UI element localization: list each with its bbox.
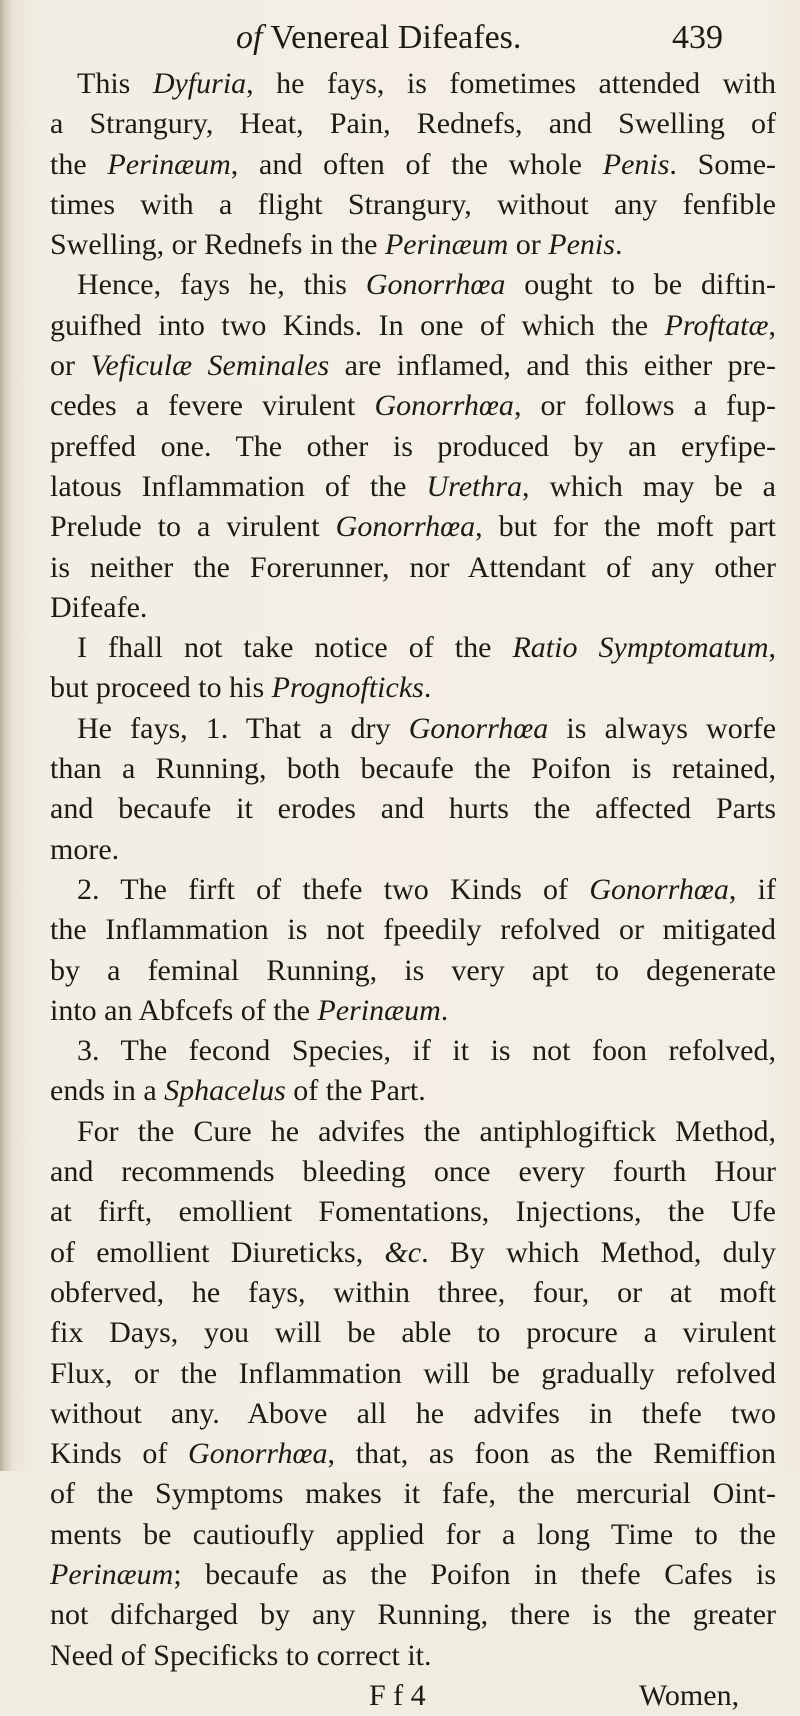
italic-term: Gonorrhœa — [335, 510, 476, 544]
text-line — [50, 668, 776, 708]
text-run: guifhed into two Kinds. In one of which the — [50, 308, 665, 342]
body-text — [50, 64, 776, 1716]
running-title: Venereal Difeafes. — [270, 19, 522, 56]
text-run: without any. Above all he advifes in thefe two — [50, 1396, 776, 1430]
text-line — [50, 951, 776, 991]
text-line — [50, 1152, 776, 1192]
text-run: is always worfe — [548, 711, 777, 745]
italic-term: &c — [384, 1235, 422, 1269]
italic-term: Veficulæ Seminales — [90, 349, 330, 383]
text-run: and becaufe it erodes and hurts the affected Parts — [50, 792, 776, 826]
italic-term: Perinæum — [107, 147, 231, 181]
text-run: . — [614, 228, 623, 262]
text-run: Need of Specificks to correct it. — [50, 1638, 432, 1672]
page-gutter-shadow — [0, 0, 12, 1471]
italic-term: Perinæum — [384, 228, 509, 262]
text-run: of emollient Diureticks, — [50, 1235, 385, 1269]
text-run: than a Running, both becaufe the Poifon is retained, — [50, 752, 776, 786]
text-line — [50, 346, 776, 386]
text-run: of the Part. — [285, 1074, 426, 1108]
text-run: 2. The firft of thefe two Kinds of — [77, 872, 590, 906]
text-line — [50, 749, 776, 789]
text-line — [50, 1031, 776, 1071]
text-line — [50, 588, 776, 628]
text-line — [50, 1112, 776, 1152]
text-run: 3. The fecond Species, if it is not foon refolved, — [77, 1034, 776, 1068]
text-line — [50, 1434, 776, 1474]
text-run: the Inflammation is not fpeedily refolved or mitigated — [50, 913, 776, 947]
text-run: , he fays, is fometimes attended with — [246, 67, 776, 100]
text-line — [50, 64, 776, 104]
text-run: not difcharged by any Running, there is the greater — [50, 1598, 776, 1632]
text-line — [50, 265, 776, 305]
text-run: , — [768, 631, 776, 665]
text-line — [50, 185, 776, 225]
text-line — [50, 709, 776, 749]
italic-term: Prognofticks — [271, 671, 424, 705]
text-run: For the Cure he advifes the antiphlogiftick Method, — [77, 1114, 776, 1148]
text-line — [50, 1394, 776, 1434]
text-line — [50, 1595, 776, 1635]
text-line — [50, 628, 776, 668]
text-run: more. — [50, 832, 120, 866]
italic-term: Perinæum — [317, 993, 441, 1027]
text-run: and recommends bleeding once every fourth Hour — [50, 1155, 776, 1189]
text-line — [50, 467, 776, 507]
text-run: , if — [728, 872, 776, 906]
italic-term: Perinæum — [50, 1557, 174, 1591]
text-line — [50, 1071, 776, 1111]
text-line — [50, 1313, 776, 1353]
text-run: the — [50, 147, 108, 181]
text-run: , and often of the whole — [230, 147, 603, 181]
text-run: or — [50, 349, 91, 383]
text-run: , or follows a fup- — [513, 389, 776, 423]
text-run: . Some- — [669, 147, 776, 181]
text-line — [50, 1515, 776, 1555]
text-line — [50, 306, 776, 346]
text-run: by a feminal Running, is very apt to degenerate — [50, 953, 776, 987]
text-line — [50, 1555, 776, 1595]
text-line — [50, 910, 776, 950]
text-run: is neither the Forerunner, nor Attendant of any other — [50, 550, 776, 584]
text-run: , that, as foon as the Remiffion — [327, 1437, 777, 1471]
text-run: . — [440, 993, 449, 1027]
text-run: ought to be diftin- — [505, 268, 776, 302]
text-run: are inflamed, and this either pre- — [329, 349, 776, 383]
text-line — [50, 427, 776, 467]
italic-term: Penis — [602, 147, 670, 181]
text-run: cedes a fevere virulent — [50, 389, 375, 423]
page-number: 439 — [672, 19, 723, 56]
text-line — [50, 507, 776, 547]
italic-term: Gonorrhœa — [408, 711, 549, 745]
text-line — [50, 548, 776, 588]
text-run: Flux, or the Inflammation will be gradually refolved — [50, 1356, 776, 1390]
italic-term: Gonorrhœa — [374, 389, 514, 423]
text-run: . By which Method, duly — [421, 1235, 776, 1269]
text-line — [50, 991, 776, 1031]
text-run: Hence, fays he, this — [77, 268, 366, 302]
italic-term: Gonorrhœa — [589, 872, 729, 906]
signature-mark: F f 4 — [369, 1678, 426, 1712]
italic-term: Dyfuria — [152, 67, 247, 100]
text-run: ends in a — [50, 1074, 165, 1108]
text-run: . — [423, 671, 432, 705]
text-line — [50, 830, 776, 870]
text-run: ; becaufe as the Poifon in thefe Cafes is — [173, 1557, 776, 1591]
text-line — [50, 1636, 776, 1676]
italic-term: Gonorrhœa — [188, 1437, 328, 1471]
italic-term: Gonorrhœa — [365, 268, 506, 302]
italic-term: Ratio Symptomatum — [512, 631, 769, 665]
text-run: Difeafe. — [50, 590, 148, 624]
text-line — [50, 104, 776, 144]
text-run: obferved, he fays, within three, four, or at moft — [50, 1275, 776, 1309]
text-run: This — [77, 67, 153, 100]
running-title-of: of — [236, 19, 263, 56]
text-run: ments be cautioufly applied for a long Time to the — [50, 1517, 776, 1551]
text-run: preffed one. The other is produced by an eryfipe- — [50, 429, 776, 463]
text-run: He fays, 1. That a dry — [77, 711, 409, 745]
text-run: fix Days, you will be able to procure a virulent — [50, 1316, 776, 1350]
text-run: I fhall not take notice of the — [77, 631, 513, 665]
text-line — [50, 145, 776, 185]
italic-term: Proftatæ — [664, 308, 769, 342]
text-run: Prelude to a virulent — [50, 510, 336, 544]
catchword: Women, — [639, 1678, 740, 1712]
text-run: , which may be a — [522, 469, 776, 503]
text-run: Swelling, or Rednefs in the — [50, 228, 385, 262]
running-header — [236, 14, 776, 62]
text-run: into an Abfcefs of the — [50, 993, 318, 1027]
text-run: , but for the moft part — [475, 510, 776, 544]
text-line — [50, 1192, 776, 1232]
text-line — [50, 1273, 776, 1313]
text-run: at firft, emollient Fomentations, Injections, the Ufe — [50, 1195, 776, 1229]
text-run: of the Symptoms makes it fafe, the mercurial Oint- — [50, 1477, 776, 1511]
text-line — [50, 225, 776, 265]
text-run: or — [508, 228, 549, 262]
text-run: but proceed to his — [50, 671, 272, 705]
page-footer — [50, 1676, 776, 1716]
text-line — [50, 789, 776, 829]
italic-term: Sphacelus — [164, 1074, 286, 1108]
text-line — [50, 386, 776, 426]
text-run: latous Inflammation of the — [50, 469, 427, 503]
italic-term: Urethra — [426, 469, 523, 503]
text-line — [50, 870, 776, 910]
text-run: times with a flight Strangury, without any fenfible — [50, 187, 776, 221]
text-run: a Strangury, Heat, Pain, Rednefs, and Swelling of — [50, 107, 776, 141]
text-line — [50, 1354, 776, 1394]
text-line — [50, 1233, 776, 1273]
text-run: Kinds of — [50, 1437, 189, 1471]
text-line — [50, 1474, 776, 1514]
italic-term: Penis — [548, 228, 615, 262]
text-run: , — [768, 308, 776, 342]
